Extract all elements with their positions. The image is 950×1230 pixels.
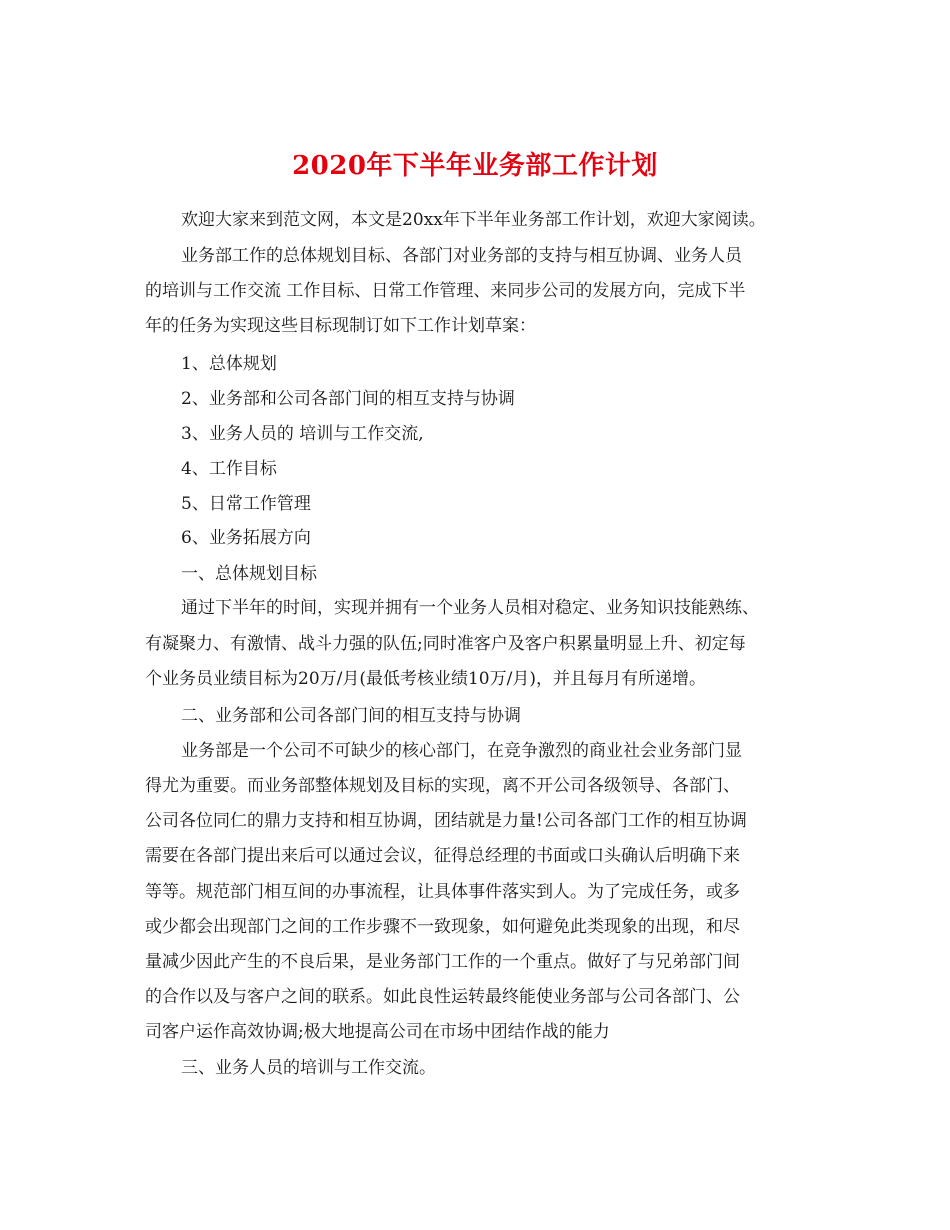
section-heading-1: 一、总体规划目标 — [181, 564, 317, 584]
section-1-line-2: 有凝聚力、有激情、战斗力强的队伍;同时准客户及客户积累量明显上升、初定每 — [145, 634, 746, 654]
list-item-6: 6、业务拓展方向 — [181, 528, 311, 548]
section-heading-2: 二、业务部和公司各部门间的相互支持与协调 — [181, 706, 521, 726]
section-2-line-8: 的合作以及与客户之间的联系。如此良性运转最终能使业务部与公司各部门、公 — [145, 987, 740, 1007]
paragraph-intro: 欢迎大家来到范文网，本文是20xx年下半年业务部工作计划，欢迎大家阅读。 — [181, 210, 766, 230]
paragraph-overview-line-3: 年的任务为实现这些目标现制订如下工作计划草案： — [145, 316, 536, 336]
list-item-3: 3、业务人员的 培训与工作交流, — [181, 424, 424, 444]
section-2-line-7: 量减少因此产生的不良后果，是业务部门工作的一个重点。做好了与兄弟部门间 — [145, 952, 740, 972]
section-2-line-4: 需要在各部门提出来后可以通过会议，征得总经理的书面或口头确认后明确下来 — [145, 846, 740, 866]
section-2-line-5: 等等。规范部门相互间的办事流程，让具体事件落实到人。为了完成任务，或多 — [145, 882, 740, 902]
section-heading-3: 三、业务人员的培训与工作交流。 — [181, 1058, 436, 1078]
paragraph-overview-line-2: 的培训与工作交流 工作目标、日常工作管理、来同步公司的发展方向，完成下半 — [145, 281, 746, 301]
section-1-line-1: 通过下半年的时间，实现并拥有一个业务人员相对稳定、业务知识技能熟练、 — [181, 598, 759, 618]
section-2-line-1: 业务部是一个公司不可缺少的核心部门，在竞争激烈的商业社会业务部门显 — [181, 741, 742, 761]
list-item-1: 1、总体规划 — [181, 354, 277, 374]
section-2-line-9: 司客户运作高效协调;极大地提高公司在市场中团结作战的能力 — [145, 1022, 610, 1042]
section-2-line-2: 得尤为重要。而业务部整体规划及目标的实现，离不开公司各级领导、各部门、 — [145, 776, 740, 796]
list-item-4: 4、工作目标 — [181, 459, 277, 479]
document-title: 2020年下半年业务部工作计划 — [292, 151, 658, 182]
paragraph-overview-line-1: 业务部工作的总体规划目标、各部门对业务部的支持与相互协调、业务人员 — [181, 246, 742, 266]
section-2-line-3: 公司各位同仁的鼎力支持和相互协调，团结就是力量!公司各部门工作的相互协调 — [145, 811, 747, 831]
section-2-line-6: 或少都会出现部门之间的工作步骤不一致现象，如何避免此类现象的出现，和尽 — [145, 917, 740, 937]
list-item-2: 2、业务部和公司各部门间的相互支持与协调 — [181, 389, 515, 409]
list-item-5: 5、日常工作管理 — [181, 494, 311, 514]
section-1-line-3: 个业务员业绩目标为20万/月(最低考核业绩10万/月)，并且每月有所递增。 — [145, 669, 706, 689]
